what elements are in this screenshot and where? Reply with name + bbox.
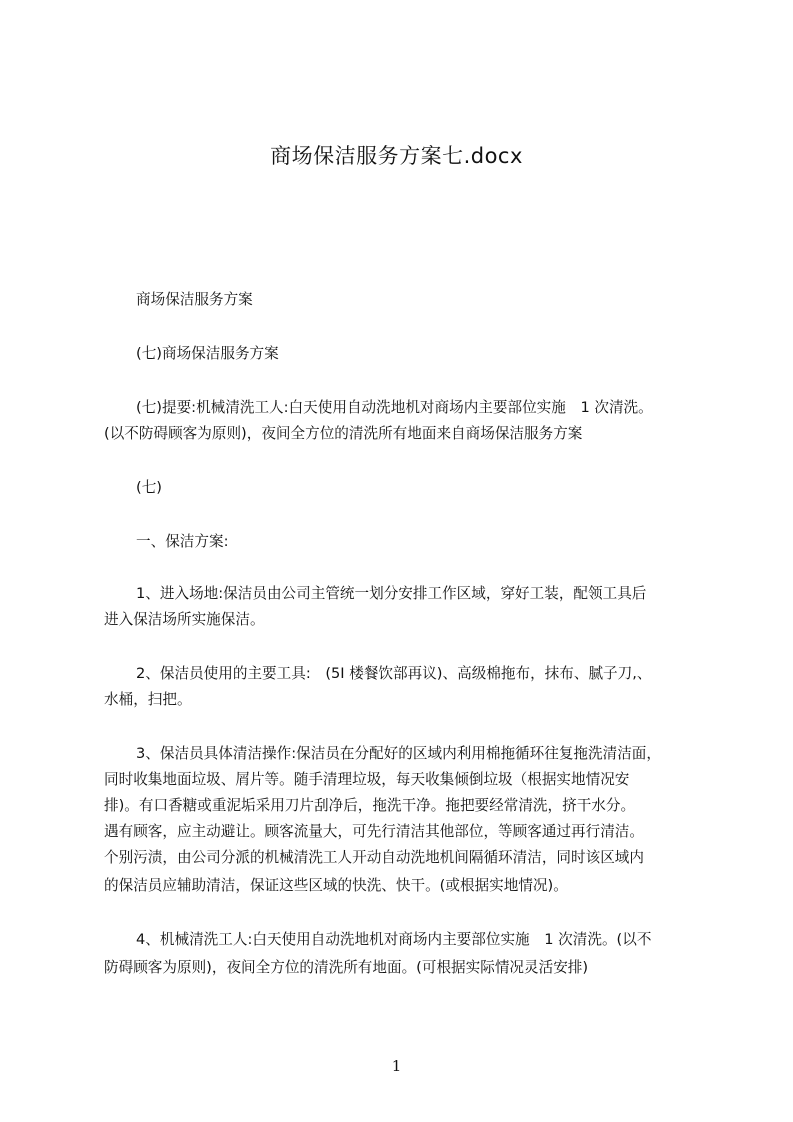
text-line: 商场保洁服务方案 — [136, 291, 253, 308]
text-line: 遇有顾客，应主动避让。顾客流量大，可先行清洁其他部位，等顾客通过再行清洁。 — [104, 823, 644, 840]
document-title: 商场保洁服务方案七.docx — [270, 144, 523, 168]
text-line: 个别污渍，由公司分派的机械清洗工人开动自动洗地机间隔循环清洁，同时该区域内 — [104, 849, 644, 866]
text-line: 水桶，扫把。 — [104, 691, 192, 708]
text-line: 进入保洁场所实施保洁。 — [104, 611, 265, 628]
text-line: 的保洁员应辅助清洁，保证这些区域的快洗、快干。(或根据实地情况)。 — [104, 877, 568, 894]
text-line: 同时收集地面垃圾、屑片等。随手清理垃圾，每天收集倾倒垃圾（根据实地情况安 — [104, 771, 630, 788]
text-line: 4、机械清洗工人:白天使用自动洗地机对商场内主要部位实施 1 次清洗。(以不 — [136, 931, 652, 948]
text-line: 防碍顾客为原则)，夜间全方位的清洗所有地面。(可根据实际情况灵活安排) — [104, 959, 589, 976]
text-line: 3、保洁员具体清洁操作:保洁员在分配好的区域内利用棉拖循环往复拖洗清洁面， — [136, 745, 661, 762]
text-line: 1、进入场地:保洁员由公司主管统一划分安排工作区域，穿好工装，配领工具后 — [136, 585, 647, 602]
section-heading: 一、保洁方案: — [136, 533, 229, 550]
text-line: (七) — [136, 479, 162, 496]
page-number: 1 — [391, 1057, 402, 1075]
text-line: (七)提要:机械清洗工人:白天使用自动洗地机对商场内主要部位实施 1 次清洗。 — [136, 399, 653, 416]
text-line: 2、保洁员使用的主要工具: (5I 楼餐饮部再议)、高级棉拖布，抹布、腻子刀,、 — [136, 665, 652, 682]
text-line: 排)。有口香糖或重泥垢采用刀片刮净后，拖洗干净。拖把要经常清洗，挤干水分。 — [104, 797, 636, 814]
text-line: (七)商场保洁服务方案 — [136, 345, 279, 362]
text-line: (以不防碍顾客为原则)，夜间全方位的清洗所有地面来自商场保洁服务方案 — [104, 425, 583, 442]
